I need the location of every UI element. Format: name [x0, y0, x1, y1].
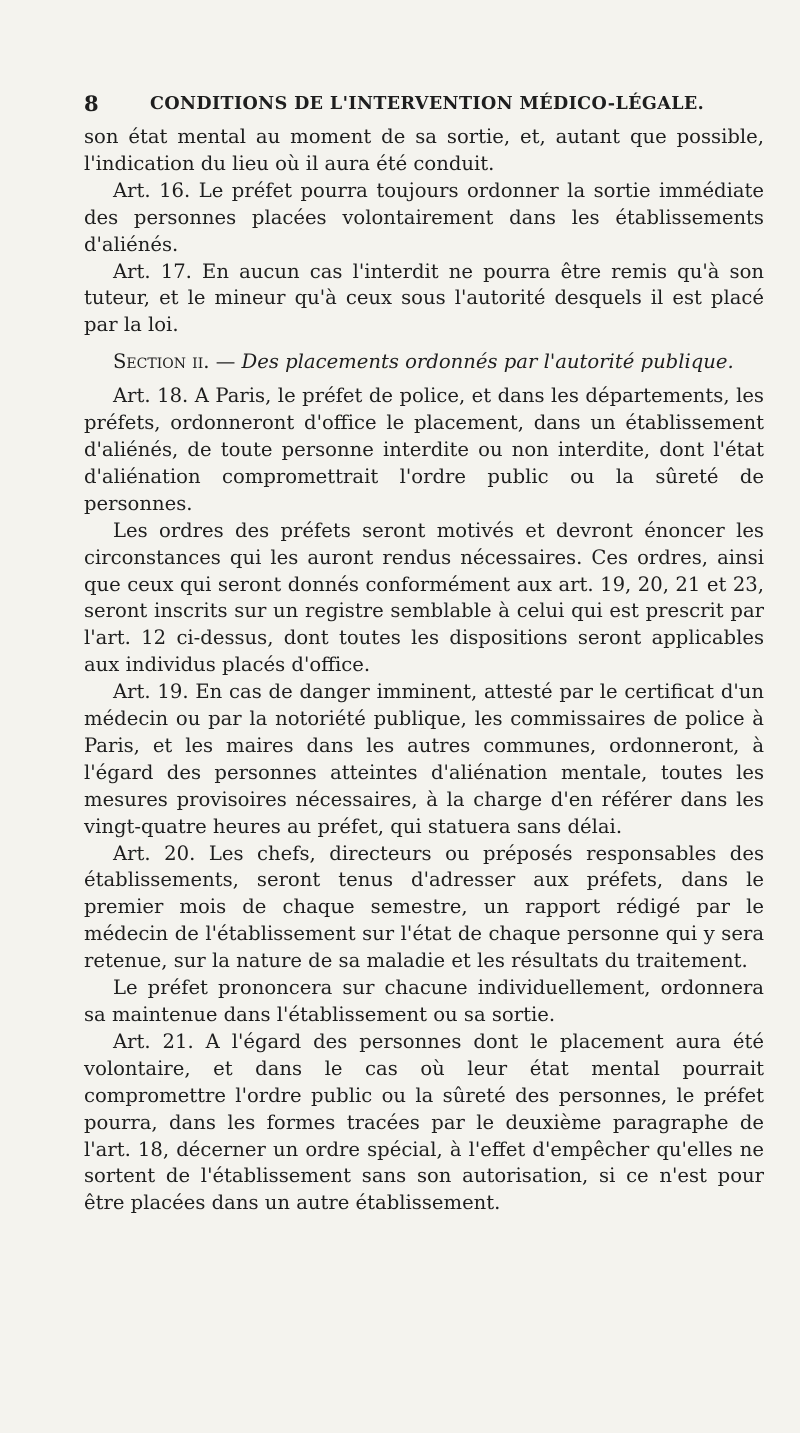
paragraph-art-21: Art. 21. A l'égard des personnes dont le placement aura été volontaire, et dans le cas où leur état mental pourrait compromettre l'ordre public ou la sûreté des personnes, le préfet pourra, dans les formes tracées par le deuxième paragraphe de l'art. 18, décerner un ordre spécial, à l'effet d'empêcher qu'elles ne sortent de l'établissement sans son autorisation, si ce n'est pour être placées dans un autre établissement.	[84, 1029, 764, 1215]
running-title: CONDITIONS DE L'INTERVENTION MÉDICO-LÉGALE.	[150, 94, 705, 114]
section-title: Des placements ordonnés par l'autorité publique.	[241, 350, 734, 374]
paragraph-prefect: Le préfet prononcera sur chacune individuellement, ordonnera sa maintenue dans l'établissement ou sa sortie.	[84, 976, 764, 1026]
paragraph-art-19: Art. 19. En cas de danger imminent, attesté par le certificat d'un médecin ou par la notoriété publique, les commissaires de police à Paris, et les maires dans les autres communes, ordonneront, à l'égard des personnes atteintes d'aliénation mentale, toutes les mesures provisoires nécessaires, à la charge d'en référer dans les vingt-quatre heures au préfet, qui statuera sans délai.	[84, 680, 764, 838]
paragraph-art-17: Art. 17. En aucun cas l'interdit ne pourra être remis qu'à son tuteur, et le mineur qu'à ceux sous l'autorité desquels il est placé par la loi.	[84, 259, 764, 337]
paragraph-art-16: Art. 16. Le préfet pourra toujours ordonner la sortie immédiate des personnes placées volontairement dans les établissements d'aliénés.	[84, 178, 764, 256]
section-dash: —	[209, 350, 242, 374]
page-number: 8	[84, 91, 99, 116]
paragraph-art-18: Art. 18. A Paris, le préfet de police, et dans les départements, les préfets, ordonneront d'office le placement, dans un établissement d'aliénés, de toute personne interdite ou non interdite, dont l'état d'aliénation compromettrait l'ordre public ou la sûreté de personnes.	[84, 384, 764, 515]
paragraph-art-20: Art. 20. Les chefs, directeurs ou préposés responsables des établissements, seront tenus d'adresser aux préfets, dans le premier mois de chaque semestre, un rapport rédigé par le médecin de l'établissement sur l'état de chaque personne qui y sera retenue, sur la nature de sa maladie et les résultats du traitement.	[84, 841, 764, 973]
section-heading	[84, 349, 764, 376]
page-header	[84, 91, 764, 117]
body-text	[84, 124, 764, 1217]
section-label: Section ii.	[113, 350, 210, 374]
paragraph-orders: Les ordres des préfets seront motivés et devront énoncer les circonstances qui les auront rendus nécessaires. Ces ordres, ainsi que ceux qui seront donnés conformément aux art. 19, 20, 21 et 23, seront inscrits sur un registre semblable à celui qui est prescrit par l'art. 12 ci-dessus, dont toutes les dispositions seront applicables aux individus placés d'office.	[84, 518, 764, 677]
paragraph-continuation: son état mental au moment de sa sortie, et, autant que possible, l'indication du lieu où il aura été conduit.	[84, 125, 764, 175]
